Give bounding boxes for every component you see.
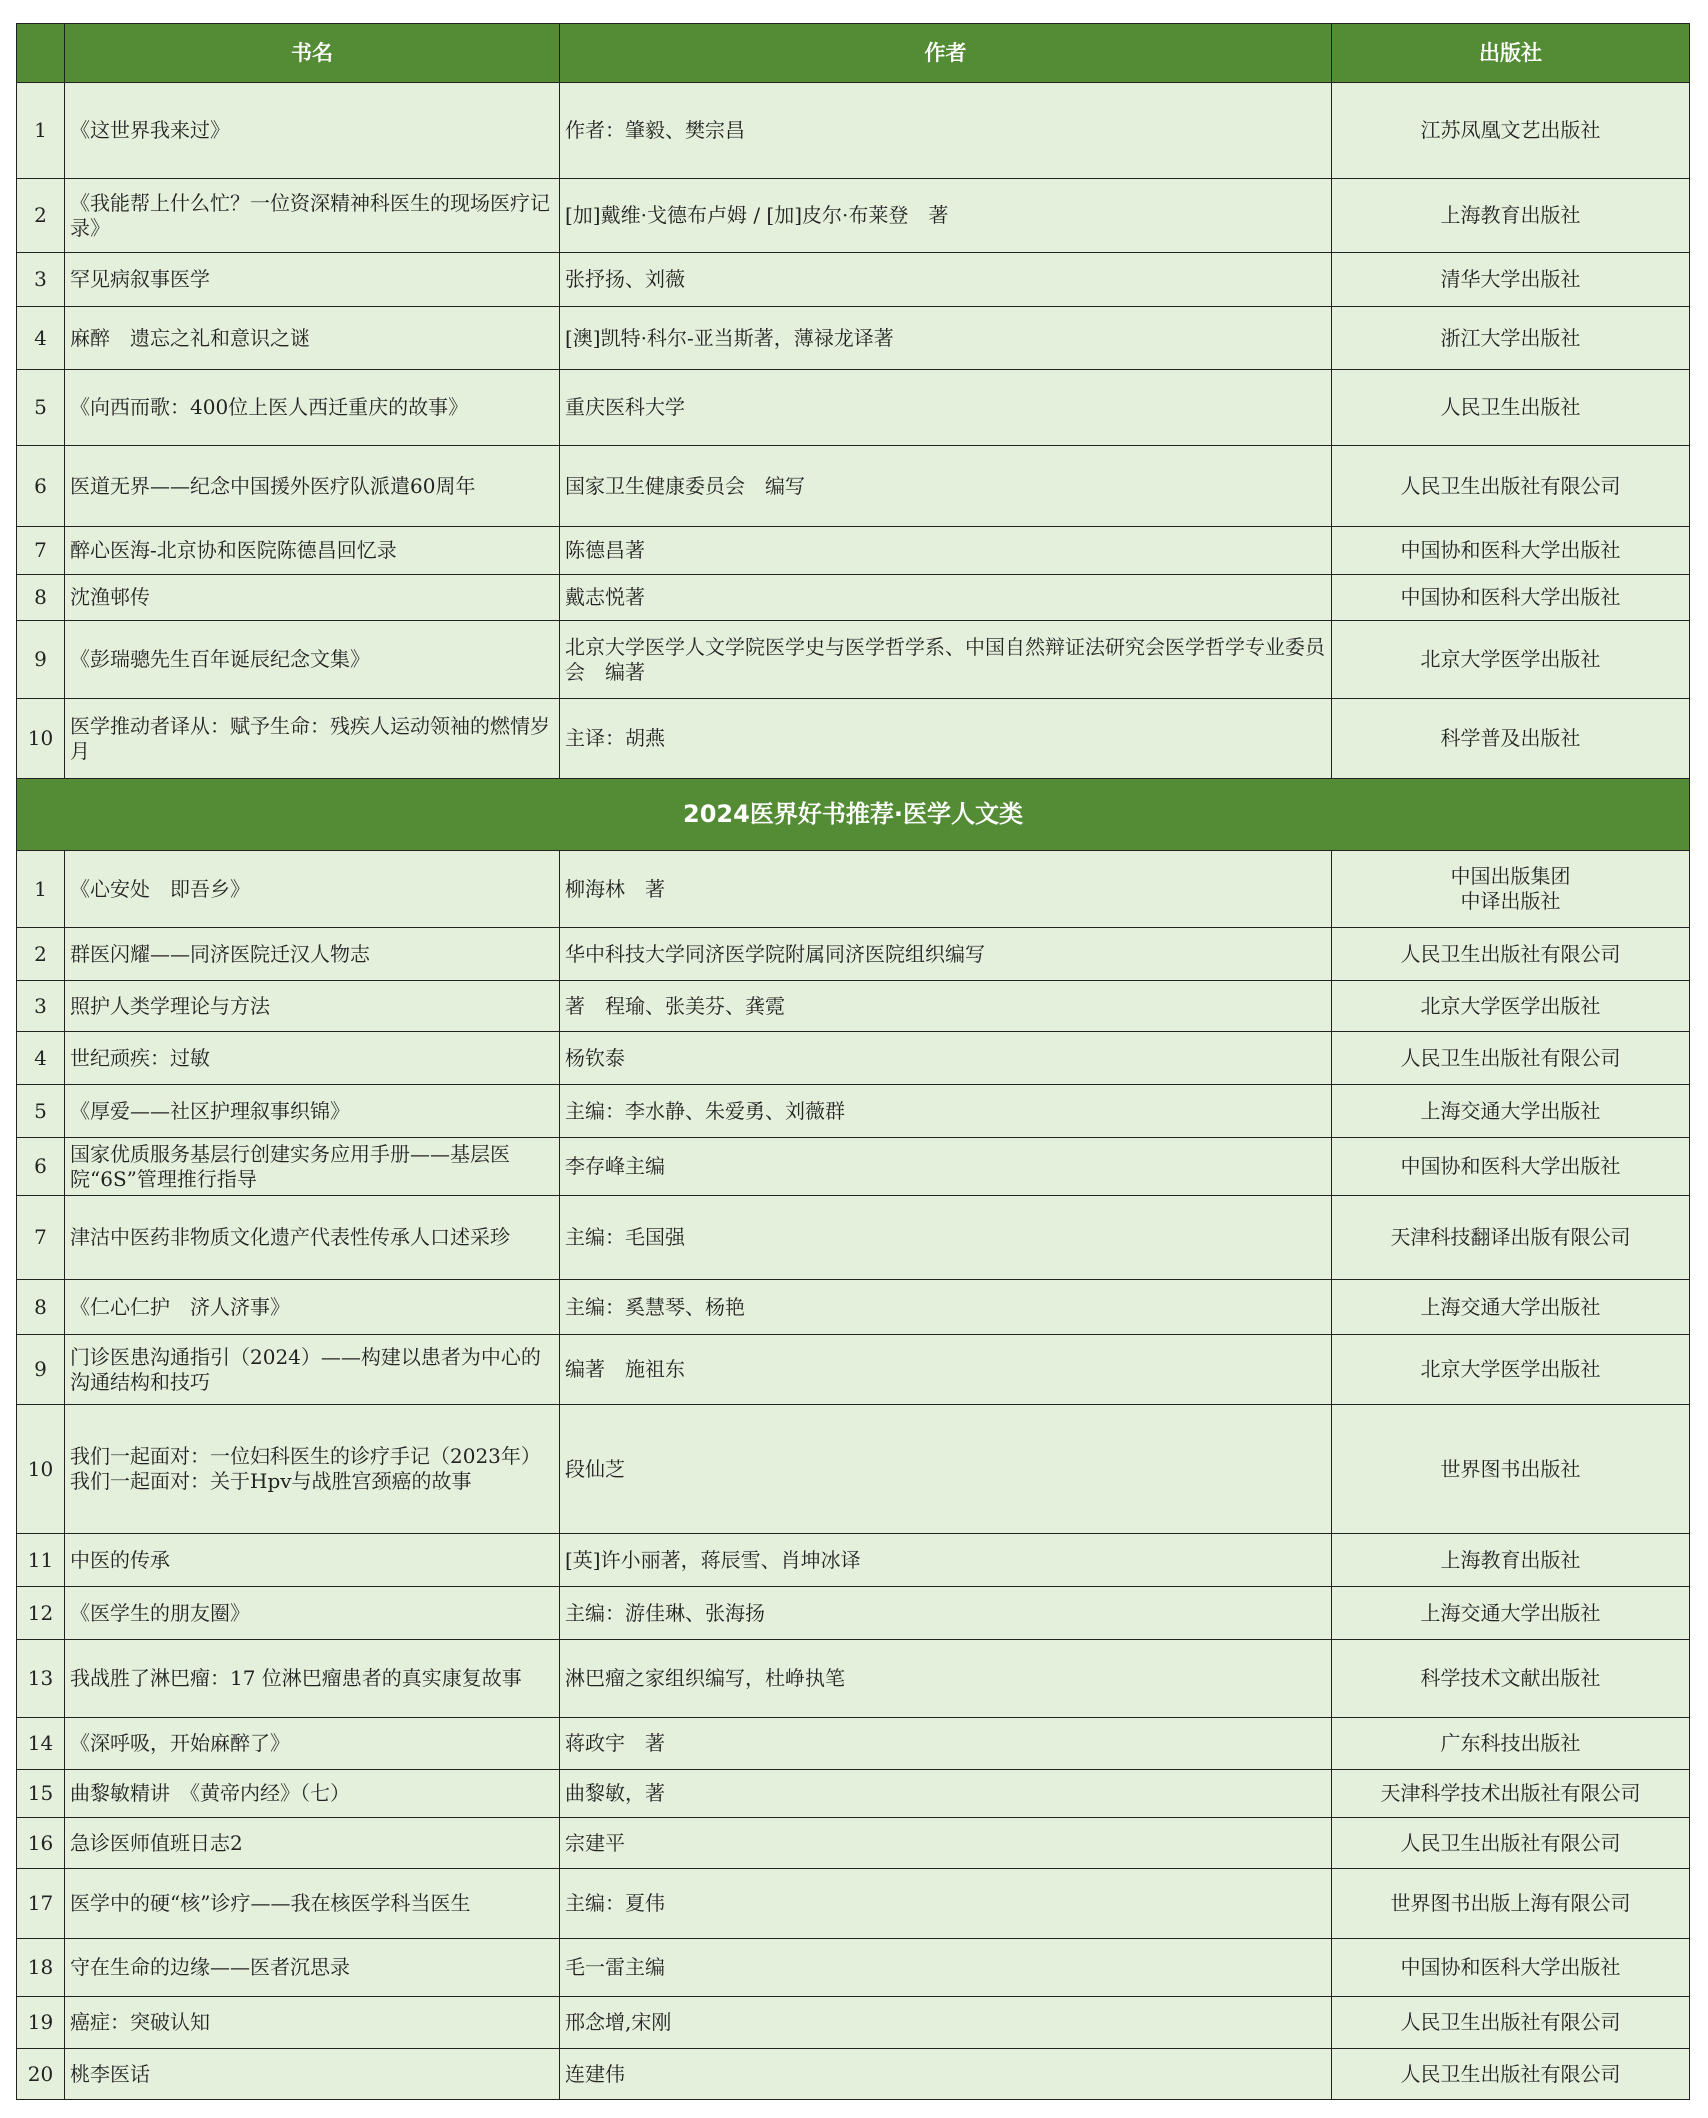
book-publisher: 上海交通大学出版社 <box>1332 1587 1690 1640</box>
table-row <box>17 1534 1690 1587</box>
row-number: 16 <box>17 1818 65 1869</box>
book-title: 罕见病叙事医学 <box>65 253 560 307</box>
book-title: 《向西而歌：400位上医人西迁重庆的故事》 <box>65 370 560 446</box>
table-row <box>17 253 1690 307</box>
row-number: 8 <box>17 1280 65 1335</box>
row-number: 8 <box>17 575 65 621</box>
row-number: 5 <box>17 1085 65 1138</box>
table-row <box>17 621 1690 699</box>
book-publisher: 上海教育出版社 <box>1332 1534 1690 1587</box>
book-title: 津沽中医药非物质文化遗产代表性传承人口述采珍 <box>65 1196 560 1280</box>
book-publisher: 世界图书出版社 <box>1332 1405 1690 1534</box>
row-number: 18 <box>17 1939 65 1997</box>
table-row <box>17 1818 1690 1869</box>
table-row <box>17 1770 1690 1818</box>
row-number: 20 <box>17 2049 65 2100</box>
book-title: 曲黎敏精讲 《黄帝内经》（七） <box>65 1770 560 1818</box>
book-author: [加]戴维·戈德布卢姆 / [加]皮尔·布莱登 著 <box>560 179 1332 253</box>
table-row <box>17 527 1690 575</box>
row-number: 13 <box>17 1640 65 1718</box>
header-title: 书名 <box>65 24 560 83</box>
book-title: 医学中的硬“核”诊疗——我在核医学科当医生 <box>65 1869 560 1939</box>
book-title-line: 我们一起面对：一位妇科医生的诊疗手记（2023年） <box>70 1444 541 1468</box>
row-number: 7 <box>17 1196 65 1280</box>
book-title: 门诊医患沟通指引（2024）——构建以患者为中心的沟通结构和技巧 <box>65 1335 560 1405</box>
row-number: 2 <box>17 928 65 981</box>
table-row <box>17 307 1690 370</box>
book-publisher: 科学技术文献出版社 <box>1332 1640 1690 1718</box>
table-row <box>17 2049 1690 2100</box>
book-publisher: 中国协和医科大学出版社 <box>1332 575 1690 621</box>
header-index-cell <box>17 24 65 83</box>
book-author: 主译：胡燕 <box>560 699 1332 779</box>
book-title <box>65 1405 560 1534</box>
book-author: 宗建平 <box>560 1818 1332 1869</box>
header-author: 作者 <box>560 24 1332 83</box>
table-row <box>17 575 1690 621</box>
book-author: 毛一雷主编 <box>560 1939 1332 1997</box>
section-header-row <box>17 779 1690 851</box>
section-title: 2024医界好书推荐·医学人文类 <box>17 779 1690 851</box>
row-number: 14 <box>17 1718 65 1770</box>
book-publisher: 北京大学医学出版社 <box>1332 981 1690 1032</box>
book-publisher: 广东科技出版社 <box>1332 1718 1690 1770</box>
row-number: 10 <box>17 1405 65 1534</box>
book-title: 《心安处 即吾乡》 <box>65 851 560 928</box>
table-row <box>17 1997 1690 2049</box>
row-number: 12 <box>17 1587 65 1640</box>
book-title: 癌症：突破认知 <box>65 1997 560 2049</box>
row-number: 5 <box>17 370 65 446</box>
table-row <box>17 699 1690 779</box>
book-publisher: 世界图书出版上海有限公司 <box>1332 1869 1690 1939</box>
book-title: 醉心医海-北京协和医院陈德昌回忆录 <box>65 527 560 575</box>
book-title: 《仁心仁护 济人济事》 <box>65 1280 560 1335</box>
book-publisher: 人民卫生出版社有限公司 <box>1332 446 1690 527</box>
row-number: 11 <box>17 1534 65 1587</box>
book-author: 主编：游佳琳、张海扬 <box>560 1587 1332 1640</box>
table-row <box>17 1085 1690 1138</box>
book-author: 淋巴瘤之家组织编写，杜峥执笔 <box>560 1640 1332 1718</box>
book-title: 急诊医师值班日志2 <box>65 1818 560 1869</box>
table-row <box>17 1718 1690 1770</box>
book-author: 国家卫生健康委员会 编写 <box>560 446 1332 527</box>
book-author: 曲黎敏，著 <box>560 1770 1332 1818</box>
book-publisher: 天津科学技术出版社有限公司 <box>1332 1770 1690 1818</box>
book-author: 连建伟 <box>560 2049 1332 2100</box>
table-row <box>17 370 1690 446</box>
book-author: 张抒扬、刘薇 <box>560 253 1332 307</box>
book-title: 守在生命的边缘——医者沉思录 <box>65 1939 560 1997</box>
table-row <box>17 981 1690 1032</box>
row-number: 9 <box>17 621 65 699</box>
book-publisher: 上海交通大学出版社 <box>1332 1280 1690 1335</box>
row-number: 6 <box>17 446 65 527</box>
row-number: 6 <box>17 1138 65 1196</box>
table-row <box>17 1405 1690 1534</box>
book-publisher: 人民卫生出版社 <box>1332 370 1690 446</box>
book-author: 蒋政宇 著 <box>560 1718 1332 1770</box>
book-author: 柳海林 著 <box>560 851 1332 928</box>
book-table <box>16 23 1690 2100</box>
book-publisher: 人民卫生出版社有限公司 <box>1332 928 1690 981</box>
table-row <box>17 446 1690 527</box>
book-title: 《这世界我来过》 <box>65 83 560 179</box>
book-title: 群医闪耀——同济医院迁汉人物志 <box>65 928 560 981</box>
table-row <box>17 928 1690 981</box>
row-number: 19 <box>17 1997 65 2049</box>
book-author: 段仙芝 <box>560 1405 1332 1534</box>
book-author: 著 程瑜、张美芬、龚霓 <box>560 981 1332 1032</box>
table-row <box>17 1335 1690 1405</box>
book-publisher: 科学普及出版社 <box>1332 699 1690 779</box>
book-title: 国家优质服务基层行创建实务应用手册——基层医院“6S”管理推行指导 <box>65 1138 560 1196</box>
book-title: 《医学生的朋友圈》 <box>65 1587 560 1640</box>
section2 <box>17 779 1690 851</box>
table-row <box>17 1587 1690 1640</box>
row-number: 3 <box>17 253 65 307</box>
book-title-line: 我们一起面对：关于Hpv与战胜宫颈癌的故事 <box>70 1469 472 1493</box>
book-title: 《我能帮上什么忙？一位资深精神科医生的现场医疗记录》 <box>65 179 560 253</box>
book-publisher: 浙江大学出版社 <box>1332 307 1690 370</box>
book-publisher: 上海交通大学出版社 <box>1332 1085 1690 1138</box>
book-author: 杨钦泰 <box>560 1032 1332 1085</box>
book-author: 华中科技大学同济医学院附属同济医院组织编写 <box>560 928 1332 981</box>
book-publisher: 江苏凤凰文艺出版社 <box>1332 83 1690 179</box>
book-publisher: 上海教育出版社 <box>1332 179 1690 253</box>
book-publisher <box>1332 851 1690 928</box>
table2-body <box>17 851 1690 2100</box>
book-author: 陈德昌著 <box>560 527 1332 575</box>
row-number: 7 <box>17 527 65 575</box>
table-row <box>17 179 1690 253</box>
row-number: 10 <box>17 699 65 779</box>
row-number: 9 <box>17 1335 65 1405</box>
book-publisher: 北京大学医学出版社 <box>1332 621 1690 699</box>
book-publisher: 北京大学医学出版社 <box>1332 1335 1690 1405</box>
book-publisher: 中国协和医科大学出版社 <box>1332 1138 1690 1196</box>
table-row <box>17 1939 1690 1997</box>
book-title: 照护人类学理论与方法 <box>65 981 560 1032</box>
book-title: 中医的传承 <box>65 1534 560 1587</box>
book-author: 李存峰主编 <box>560 1138 1332 1196</box>
book-title: 麻醉 遗忘之礼和意识之谜 <box>65 307 560 370</box>
book-author: 作者：肇毅、樊宗昌 <box>560 83 1332 179</box>
table-row <box>17 1280 1690 1335</box>
publisher-line: 中国出版集团 <box>1450 864 1571 888</box>
book-title: 医学推动者译从：赋予生命：残疾人运动领袖的燃情岁月 <box>65 699 560 779</box>
book-publisher: 中国协和医科大学出版社 <box>1332 527 1690 575</box>
row-number: 2 <box>17 179 65 253</box>
row-number: 17 <box>17 1869 65 1939</box>
book-author: 北京大学医学人文学院医学史与医学哲学系、中国自然辩证法研究会医学哲学专业委员会 编著 <box>560 621 1332 699</box>
book-publisher: 人民卫生出版社有限公司 <box>1332 2049 1690 2100</box>
publisher-line: 中译出版社 <box>1460 889 1561 913</box>
book-author: [英]许小丽著，蒋辰雪、肖坤冰译 <box>560 1534 1332 1587</box>
book-title: 《厚爱——社区护理叙事织锦》 <box>65 1085 560 1138</box>
book-author: 编著 施祖东 <box>560 1335 1332 1405</box>
table-row <box>17 1869 1690 1939</box>
row-number: 4 <box>17 1032 65 1085</box>
table-row <box>17 851 1690 928</box>
table-row <box>17 1640 1690 1718</box>
row-number: 3 <box>17 981 65 1032</box>
book-author: 戴志悦著 <box>560 575 1332 621</box>
row-number: 1 <box>17 851 65 928</box>
table-row <box>17 1032 1690 1085</box>
row-number: 4 <box>17 307 65 370</box>
table-row <box>17 83 1690 179</box>
row-number: 15 <box>17 1770 65 1818</box>
table1-body <box>17 83 1690 779</box>
book-author: 主编：李水静、朱爱勇、刘薇群 <box>560 1085 1332 1138</box>
book-title: 《深呼吸，开始麻醉了》 <box>65 1718 560 1770</box>
book-author: 主编：奚慧琴、杨艳 <box>560 1280 1332 1335</box>
book-publisher: 人民卫生出版社有限公司 <box>1332 1818 1690 1869</box>
header-row <box>17 24 1690 83</box>
book-publisher: 人民卫生出版社有限公司 <box>1332 1032 1690 1085</box>
book-publisher: 清华大学出版社 <box>1332 253 1690 307</box>
table-row <box>17 1138 1690 1196</box>
book-author: 主编：毛国强 <box>560 1196 1332 1280</box>
book-title: 桃李医话 <box>65 2049 560 2100</box>
header-publisher: 出版社 <box>1332 24 1690 83</box>
book-author: 主编：夏伟 <box>560 1869 1332 1939</box>
book-publisher: 人民卫生出版社有限公司 <box>1332 1997 1690 2049</box>
book-author: [澳]凯特·科尔-亚当斯著，薄禄龙译著 <box>560 307 1332 370</box>
book-title: 世纪顽疾：过敏 <box>65 1032 560 1085</box>
book-author: 重庆医科大学 <box>560 370 1332 446</box>
table-row <box>17 1196 1690 1280</box>
book-title: 《彭瑞骢先生百年诞辰纪念文集》 <box>65 621 560 699</box>
book-publisher: 天津科技翻译出版有限公司 <box>1332 1196 1690 1280</box>
book-title: 医道无界——纪念中国援外医疗队派遣60周年 <box>65 446 560 527</box>
book-title: 我战胜了淋巴瘤：17 位淋巴瘤患者的真实康复故事 <box>65 1640 560 1718</box>
row-number: 1 <box>17 83 65 179</box>
book-title: 沈渔邨传 <box>65 575 560 621</box>
book-publisher: 中国协和医科大学出版社 <box>1332 1939 1690 1997</box>
book-author: 邢念增,宋刚 <box>560 1997 1332 2049</box>
